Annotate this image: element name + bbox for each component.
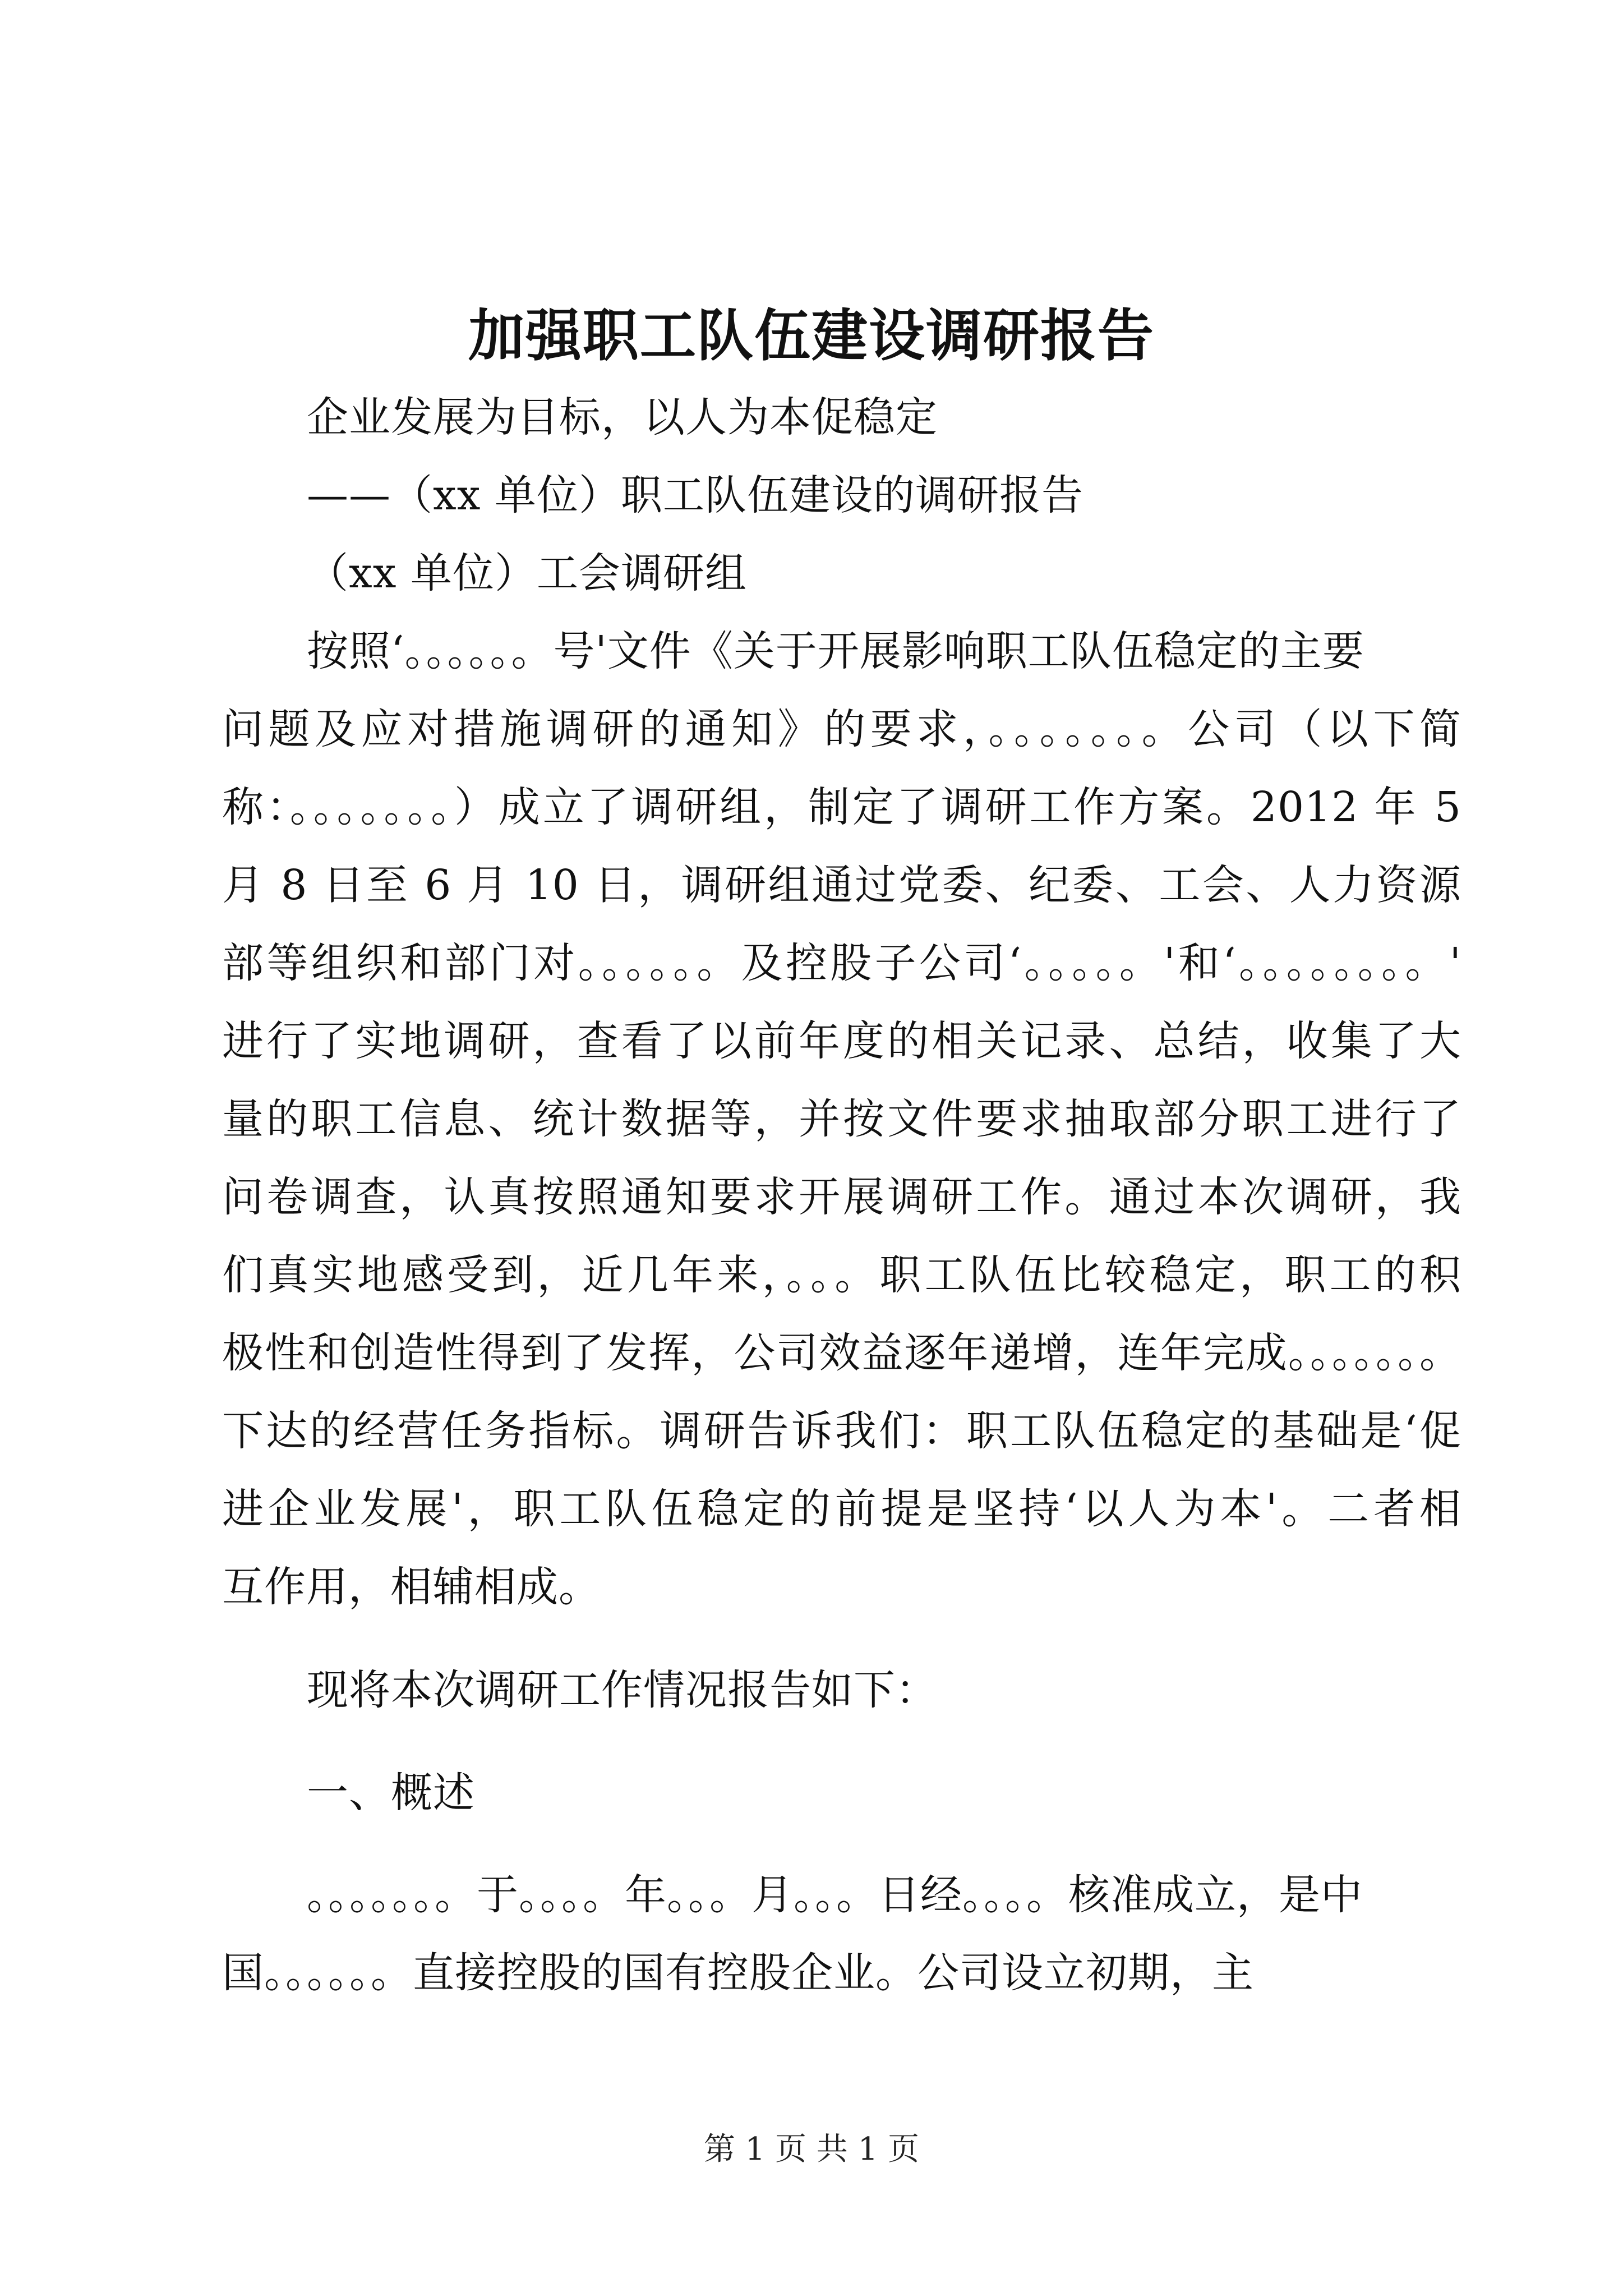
body-text-line: 下达的经营任务指标。调研告诉我们：职工队伍稳定的基础是‘促 — [222, 1407, 1461, 1455]
body-text-line: 部等组织和部门对。。。。。。及控股子公司‘。。。。。'和‘。。。。。。。。' — [222, 939, 1461, 987]
body-text-line: 量的职工信息、统计数据等，并按文件要求抽取部分职工进行了 — [222, 1095, 1461, 1143]
body-text-line: 称：。。。。。。。）成立了调研组，制定了调研工作方案。2012 年 5 — [222, 783, 1461, 831]
document-title: 加强职工队伍建设调研报告 — [468, 302, 1155, 369]
body-text-line: 问题及应对措施调研的通知》的要求，。。。。。。。公司（以下简 — [222, 705, 1461, 753]
body-text-line: 月 8 日至 6 月 10 日，调研组通过党委、纪委、工会、人力资源 — [222, 861, 1461, 909]
body-text-line: 问卷调查，认真按照通知要求开展调研工作。通过本次调研，我 — [222, 1173, 1461, 1221]
body-text-line: 极性和创造性得到了发挥，公司效益逐年递增，连年完成。。。。。。。 — [222, 1329, 1461, 1377]
body-text-line: 。。。。。。。于。。。。年。。。月。。。日经。。。。核准成立，是中 — [307, 1871, 1363, 1919]
body-text-line: 进企业发展'，职工队伍稳定的前提是坚持‘以人为本'。二者相 — [222, 1485, 1461, 1533]
body-text-line: 进行了实地调研，查看了以前年度的相关记录、总结，收集了大 — [222, 1017, 1461, 1065]
body-text-line: 按照‘。。。。。。号'文件《关于开展影响职工队伍稳定的主要 — [307, 627, 1364, 675]
subtitle-line: 企业发展为目标，以人为本促稳定 — [307, 393, 938, 441]
section-heading: 一、概述 — [307, 1769, 475, 1817]
page-number: 第 1 页 共 1 页 — [703, 2131, 920, 2168]
body-text-line: 互作用，相辅相成。 — [222, 1563, 601, 1611]
author-line: （xx 单位）工会调研组 — [307, 549, 747, 597]
body-text-line: 国。。。。。。直接控股的国有控股企业。公司设立初期，主 — [222, 1949, 1254, 1997]
subtitle-line: ——（xx 单位）职工队伍建设的调研报告 — [307, 471, 1083, 519]
body-text-line: 现将本次调研工作情况报告如下： — [307, 1666, 938, 1714]
body-text-line: 们真实地感受到，近几年来，。。。职工队伍比较稳定，职工的积 — [222, 1251, 1461, 1299]
